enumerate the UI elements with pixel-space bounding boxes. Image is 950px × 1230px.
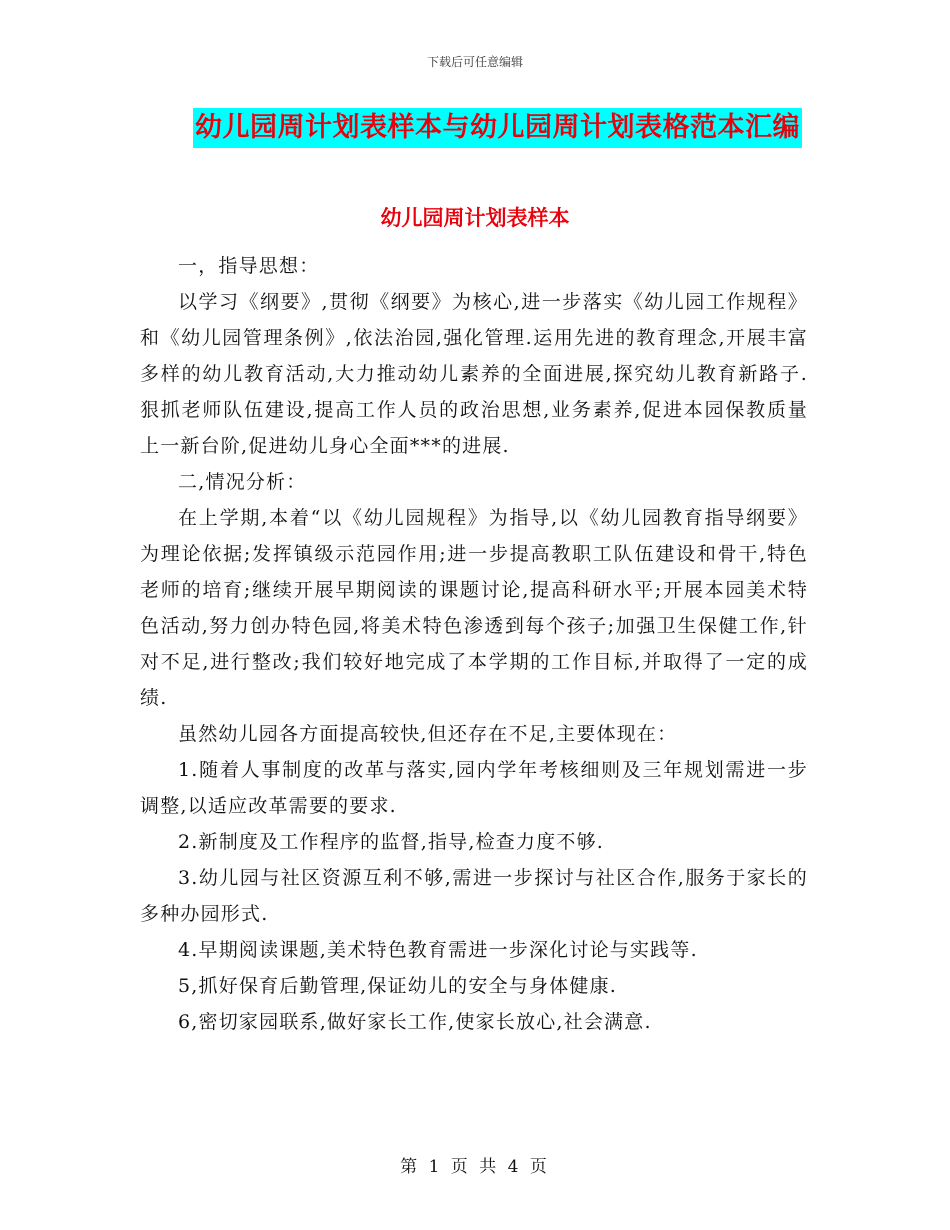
heading-situation-analysis: 二,情况分析： xyxy=(178,471,307,493)
list-item: 6,密切家园联系,做好家长工作,使家长放心,社会满意. xyxy=(178,1011,652,1033)
main-title: 幼儿园周计划表样本与幼儿园周计划表格范本汇编 xyxy=(193,108,802,148)
document-body xyxy=(140,248,808,1040)
heading-guiding-ideology: 一，指导思想： xyxy=(178,255,320,277)
list-item: 1.随着人事制度的改革与落实,园内学年考核细则及三年规划需进一步调整,以适应改革需要的要求. xyxy=(140,759,808,817)
list-item: 4.早期阅读课题,美术特色教育需进一步深化讨论与实践等. xyxy=(178,939,698,961)
paragraph-guiding-ideology: 以学习《纲要》,贯彻《纲要》为核心,进一步落实《幼儿园工作规程》和《幼儿园管理条例》,依法治园,强化管理.运用先进的教育理念,开展丰富多样的幼儿教育活动,大力推动幼儿素养的全面进展,探究幼儿教育新路子.狠抓老师队伍建设,提高工作人员的政治思想,业务素养,促进本园保教质量上一新台阶,促进幼儿身心全面***的进展. xyxy=(140,291,808,457)
page-number-footer: 第 1 页 共 4 页 xyxy=(400,1157,550,1177)
paragraph-situation-analysis: 在上学期,本着“以《幼儿园规程》为指导,以《幼儿园教育指导纲要》为理论依据;发挥镇级示范园作用;进一步提高教职工队伍建设和骨干,特色老师的培育;继续开展早期阅读的课题讨论,提高科研水平;开展本园美术特色活动,努力创办特色园,将美术特色渗透到每个孩子;加强卫生保健工作,针对不足,进行整改;我们较好地完成了本学期的工作目标,并取得了一定的成绩. xyxy=(140,507,808,709)
list-item: 3.幼儿园与社区资源互利不够,需进一步探讨与社区合作,服务于家长的多种办园形式. xyxy=(140,867,808,925)
list-item: 2.新制度及工作程序的监督,指导,检查力度不够. xyxy=(178,831,605,853)
main-title-container xyxy=(0,108,950,148)
section-title: 幼儿园周计划表样本 xyxy=(380,206,570,230)
header-note: 下载后可任意编辑 xyxy=(426,55,523,69)
paragraph-shortcomings-intro: 虽然幼儿园各方面提高较快,但还存在不足,主要体现在： xyxy=(178,723,678,745)
list-item: 5,抓好保育后勤管理,保证幼儿的安全与身体健康. xyxy=(178,975,618,997)
